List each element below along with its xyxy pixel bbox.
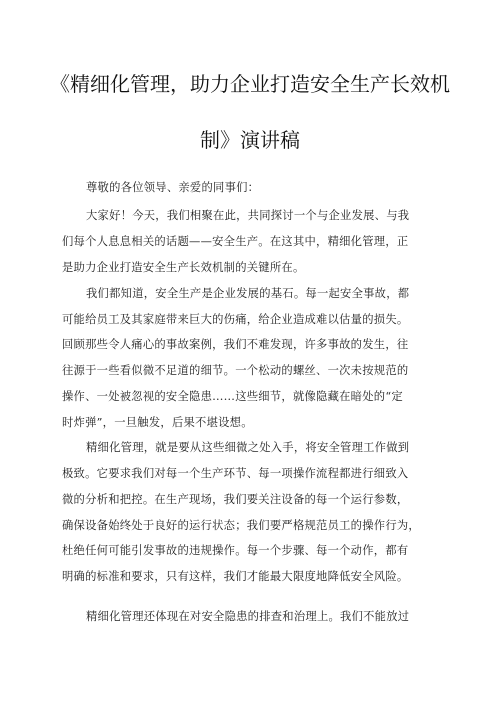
paragraph-3-line-4: 确保设备始终处于良好的运行状态；我们要严格规范员工的操作行为，: [62, 519, 420, 532]
paragraph-3-line-3: 微的分析和把控。在生产现场，我们要关注设备的每一个运行参数，: [62, 493, 409, 506]
paragraph-1-line-3: 是助力企业打造安全生产长效机制的关键所在。: [62, 261, 305, 274]
paragraph-3-line-5: 杜绝任何可能引发事故的违规操作。每一个步骤、每一个动作，都有: [62, 544, 409, 557]
paragraph-2-line-4: 往源于一些看似微不足道的细节。一个松动的螺丝、一次未按规范的: [62, 364, 409, 377]
paragraph-1-line-2: 们每个人息息相关的话题——安全生产。在这其中，精细化管理，正: [62, 235, 409, 248]
paragraph-4-line-1: 精细化管理还体现在对安全隐患的排查和治理上。我们不能放过: [86, 610, 410, 623]
paragraph-3-line-1: 精细化管理，就是要从这些细微之处入手，将安全管理工作做到: [86, 441, 410, 454]
paragraph-3-line-6: 明确的标准和要求，只有这样，我们才能最大限度地降低安全风险。: [62, 570, 409, 583]
paragraph-2-line-5: 操作、一处被忽视的安全隐患……这些细节，就像隐藏在暗处的“定: [62, 390, 403, 403]
paragraph-2-line-3: 回顾那些令人痛心的事故案例，我们不难发现，许多事故的发生，往: [62, 338, 409, 351]
paragraph-3-line-2: 极致。它要求我们对每一个生产环节、每一项操作流程都进行细致入: [62, 467, 409, 480]
paragraph-2-line-2: 可能给员工及其家庭带来巨大的伤痛，给企业造成难以估量的损失。: [62, 313, 409, 326]
greeting: 尊敬的各位领导、亲爱的同事们：: [86, 181, 260, 194]
paragraph-1-line-1: 大家好！今天，我们相聚在此，共同探讨一个与企业发展、与我: [86, 209, 410, 222]
document-title-line-2: 制》演讲稿: [200, 128, 300, 152]
paragraph-2-line-6: 时炸弹”，一旦触发，后果不堪设想。: [62, 416, 253, 429]
paragraph-2-line-1: 我们都知道，安全生产是企业发展的基石。每一起安全事故，都: [86, 287, 410, 300]
document-title-line-1: 《精细化管理，助力企业打造安全生产长效机: [50, 72, 450, 96]
